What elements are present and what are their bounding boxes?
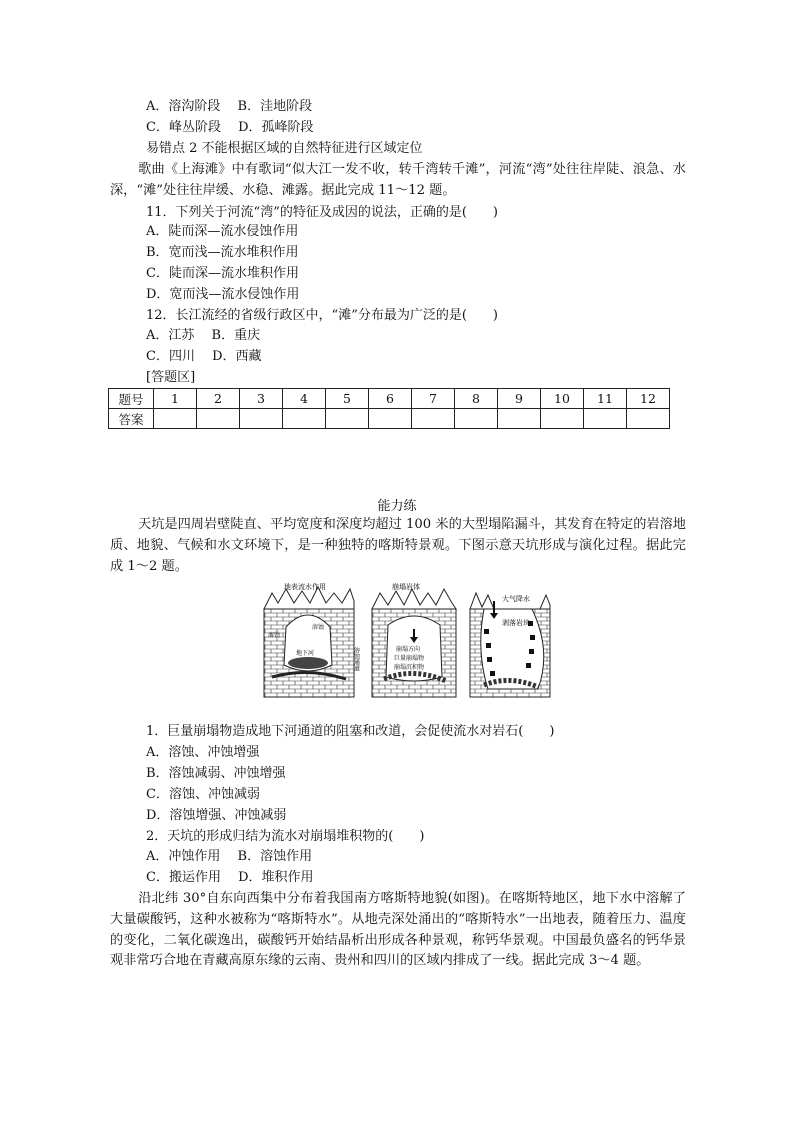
answer-cell[interactable] [584,409,627,429]
answer-cell[interactable] [326,409,369,429]
figure-label: 巨量崩塌物 [394,655,425,662]
table-cell: 3 [240,389,283,409]
answer-cell[interactable] [240,409,283,429]
option-line: A．溶沟阶段 B．洼地阶段 [146,99,313,114]
table-cell: 2 [197,389,240,409]
option-line: B．宽而浅—流水堆积作用 [146,245,299,260]
answer-cell[interactable] [197,409,240,429]
intro-paragraph: 沿北纬 30°自东向西集中分布着我国南方喀斯特地貌(如图)。在喀斯特地区，地下水中溶解了大量碳酸钙，这种水被称为“喀斯特水”。从地壳深处涌出的“喀斯特水”一出地表，随着压力、温度的变化，二氧化碳逸出，碳酸钙开始结晶析出形成各种景观，称钙华景观。中国最负盛名的钙华景观非常巧合地在青藏高原东缘的云南、贵州和四川的区域内排成了一线。据此完成 3～4 题。 [110,891,686,969]
section-title: 能力练 [377,499,417,514]
figure-label: 崩塌岩体 [392,583,420,591]
option-line: A．溶蚀、冲蚀增强 [146,745,260,760]
table-row [109,389,670,409]
option-line: C．峰丛阶段 D．孤峰阶段 [146,120,314,135]
table-cell: 9 [498,389,541,409]
figure-label: 溶蚀 [268,632,281,639]
option-line: A．冲蚀作用 B．溶蚀作用 [146,849,313,864]
table-cell: 7 [412,389,455,409]
table-cell: 11 [584,389,627,409]
option-line: C．溶蚀、冲蚀减弱 [146,787,260,802]
option-line: A．陡而深—流水侵蚀作用 [146,224,299,239]
figure-label: 溶蚀 [312,624,325,631]
option-line: B．溶蚀减弱、冲蚀增强 [146,766,286,781]
question-2: 2．天坑的形成归结为流水对崩塌堆积物的( ) [146,829,425,844]
question-1: 1．巨量崩塌物造成地下河通道的阻塞和改道，会促使流水对岩石( ) [146,724,555,739]
table-cell: 12 [627,389,670,409]
figure-label: 地下河 [296,650,315,657]
question-12: 12．长江流经的省级行政区中，“滩”分布最为广泛的是( ) [146,308,498,323]
figure-label: 大气降水 [502,595,530,603]
figure-label: 溶蚀通道 [352,647,360,671]
table-cell: 1 [154,389,197,409]
table-header-cell: 题号 [109,389,154,409]
figure-label: 崩塌方向 [396,646,421,653]
answer-table [108,388,670,429]
answer-cell[interactable] [498,409,541,429]
intro-paragraph: 歌曲《上海滩》中有歌词“似大江一发不收，转千湾转千滩”，河流“湾”处往往岸陡、浪急、水深，“滩”处往往岸缓、水稳、滩露。据此完成 11～12 题。 [110,162,686,198]
option-line: D．溶蚀增强、冲蚀减弱 [146,808,287,823]
table-cell: 5 [326,389,369,409]
question-11: 11．下列关于河流“湾”的特征及成因的说法，正确的是( ) [146,205,498,220]
answer-cell[interactable] [541,409,584,429]
option-line: D．宽而浅—流水侵蚀作用 [146,287,300,302]
table-cell: 6 [369,389,412,409]
figure-label: 剥落岩块 [502,619,530,627]
answer-cell[interactable] [455,409,498,429]
answer-cell[interactable] [369,409,412,429]
answer-cell[interactable] [283,409,326,429]
option-line: A．江苏 B．重庆 [146,328,261,343]
table-cell: 8 [455,389,498,409]
panel-2 [372,582,456,697]
answer-cell[interactable] [412,409,455,429]
table-cell: 10 [541,389,584,409]
answer-cell[interactable] [627,409,670,429]
table-header-cell: 答案 [109,409,154,429]
panel-1 [264,582,360,697]
option-line: C．搬运作用 D．堆积作用 [146,870,314,885]
option-line: C．陡而深—流水堆积作用 [146,266,299,281]
answer-area-label: [答题区] [146,370,196,385]
answer-cell[interactable] [154,409,197,429]
table-row [109,409,670,429]
error-point-heading: 易错点 2 不能根据区域的自然特征进行区域定位 [146,141,423,156]
figure-label: 崩塌沉积物 [394,664,425,671]
option-line: C．四川 D．西藏 [146,349,262,364]
intro-paragraph: 天坑是四周岩壁陡直、平均宽度和深度均超过 100 米的大型塌陷漏斗，其发育在特定的岩溶地质、地貌、气候和水文环境下，是一种独特的喀斯特景观。下图示意天坑形成与演化过程。据此完成 1～2 题。 [110,517,686,574]
table-cell: 4 [283,389,326,409]
figure-label: 地表流水作用 [284,583,326,591]
tiankeng-figure [262,581,552,701]
panel-3 [470,593,550,697]
